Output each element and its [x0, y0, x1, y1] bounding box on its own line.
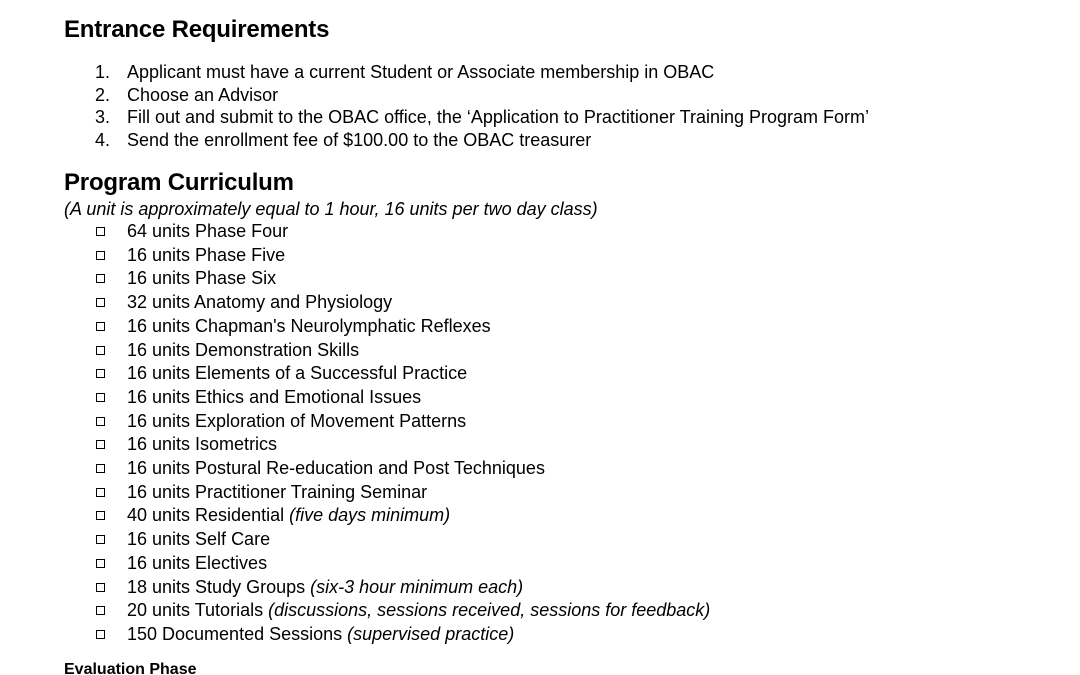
checklist-item-text: 32 units Anatomy and Physiology — [127, 292, 393, 313]
checklist-item-text: 16 units Demonstration Skills — [127, 339, 360, 360]
checkbox[interactable] — [96, 417, 105, 426]
checkbox[interactable] — [96, 606, 105, 615]
checklist-item — [96, 291, 710, 315]
checklist-item-text: 150 Documented Sessions — [127, 623, 343, 644]
list-item-text: Choose an Advisor — [127, 84, 279, 105]
checklist-item — [96, 315, 710, 339]
checklist-item-text: 16 units Elements of a Successful Practice — [127, 363, 468, 384]
list-item-number: 3. — [95, 107, 111, 128]
list-item — [95, 106, 869, 129]
checkbox[interactable] — [96, 251, 105, 260]
checkbox[interactable] — [96, 464, 105, 473]
checkbox[interactable] — [96, 369, 105, 378]
list-item — [95, 129, 869, 152]
checklist-item-text: 16 units Self Care — [127, 529, 271, 550]
checkbox[interactable] — [96, 511, 105, 520]
list-item-number: 1. — [95, 62, 111, 82]
list-item-number: 2. — [95, 84, 111, 105]
checklist-item — [96, 599, 710, 623]
evaluation-phase-heading: Evaluation Phase — [64, 661, 197, 675]
list-item-text: Fill out and submit to the OBAC office, the ‘Application to Practitioner Training Program Form’ — [127, 107, 869, 128]
checkbox[interactable] — [96, 298, 105, 307]
unit-definition-note: (A unit is approximately equal to 1 hour, 16 units per two day class) — [64, 199, 598, 219]
list-item-number: 4. — [95, 130, 111, 151]
checkbox[interactable] — [96, 535, 105, 544]
checklist-item — [96, 576, 710, 600]
checklist-item — [96, 433, 710, 457]
checklist-item-text: 40 units Residential — [127, 505, 285, 526]
checklist-item — [96, 457, 710, 481]
checklist-item — [96, 528, 710, 552]
list-item — [95, 61, 869, 84]
checklist-item-text: 64 units Phase Four — [127, 221, 289, 241]
checklist-item — [96, 410, 710, 434]
checklist-item-text: 20 units Tutorials — [127, 600, 264, 621]
checklist-item — [96, 481, 710, 505]
checklist-item — [96, 267, 710, 291]
checkbox[interactable] — [96, 274, 105, 283]
checklist-item-note: (five days minimum) — [289, 505, 451, 526]
checklist-item-note: (supervised practice) — [347, 623, 515, 644]
program-curriculum-heading: Program Curriculum — [64, 169, 294, 196]
list-item-text: Applicant must have a current Student or Associate membership in OBAC — [127, 62, 715, 82]
checkbox[interactable] — [96, 583, 105, 592]
list-item-text: Send the enrollment fee of $100.00 to the OBAC treasurer — [127, 130, 592, 151]
checkbox[interactable] — [96, 488, 105, 497]
checklist-item — [96, 552, 710, 576]
checklist-item-text: 16 units Phase Five — [127, 244, 286, 265]
checkbox[interactable] — [96, 227, 105, 236]
checkbox[interactable] — [96, 322, 105, 331]
checkbox[interactable] — [96, 630, 105, 639]
checklist-item-text: 16 units Practitioner Training Seminar — [127, 481, 428, 502]
checklist-item — [96, 623, 710, 647]
checklist-item-text: 16 units Isometrics — [127, 434, 278, 455]
checkbox[interactable] — [96, 440, 105, 449]
checklist-item-text: 16 units Chapman's Neurolymphatic Reflexes — [127, 315, 491, 336]
checklist-item — [96, 339, 710, 363]
checkbox[interactable] — [96, 346, 105, 355]
checklist-item — [96, 362, 710, 386]
checklist-item-text: 16 units Ethics and Emotional Issues — [127, 386, 422, 407]
checkbox[interactable] — [96, 559, 105, 568]
checklist-item-text: 16 units Postural Re-education and Post Techniques — [127, 458, 545, 479]
checklist-item-note: (six-3 hour minimum each) — [310, 576, 524, 597]
checkbox[interactable] — [96, 393, 105, 402]
checklist-item — [96, 386, 710, 410]
checklist-item-note: (discussions, sessions received, sessions for feedback) — [268, 600, 711, 621]
checklist-item — [96, 220, 710, 244]
entrance-requirements-list — [95, 61, 869, 152]
checklist-item — [96, 244, 710, 268]
checklist-item-text: 18 units Study Groups — [127, 576, 306, 597]
list-item — [95, 84, 869, 107]
curriculum-checklist — [96, 220, 710, 647]
checklist-item-text: 16 units Electives — [127, 552, 268, 573]
entrance-requirements-heading: Entrance Requirements — [64, 16, 330, 43]
checklist-item-text: 16 units Exploration of Movement Patterns — [127, 410, 467, 431]
checklist-item — [96, 504, 710, 528]
checklist-item-text: 16 units Phase Six — [127, 268, 277, 289]
